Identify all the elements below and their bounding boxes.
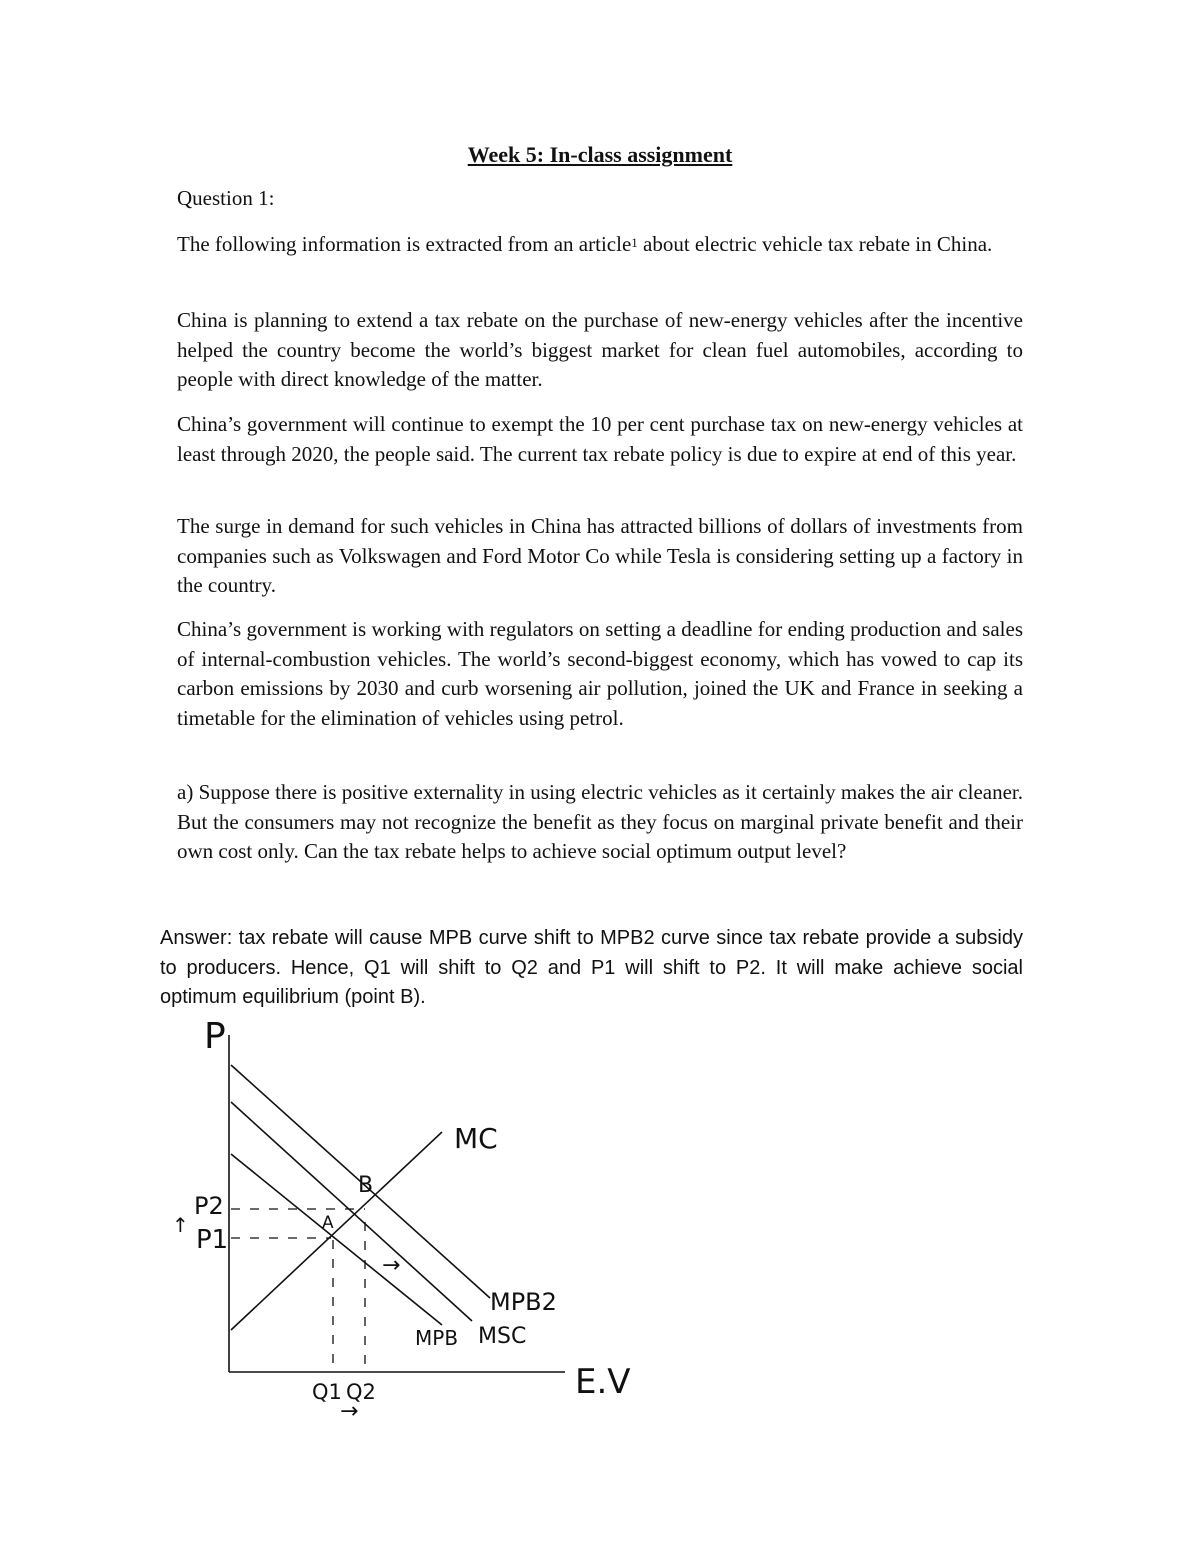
page-title: Week 5: In-class assignment xyxy=(467,142,733,167)
answer-text: Answer: tax rebate will cause MPB curve shift to MPB2 curve since tax rebate provide a subsidy to producers. Hence, Q1 will shift to Q2 and P1 will shift to P2. It will make achieve social optimum equilibrium (point B). xyxy=(160,927,1023,1008)
p1-label: P1 xyxy=(196,1225,229,1255)
intro-paragraph xyxy=(177,230,1023,260)
mpb-label: MPB xyxy=(415,1326,459,1350)
footnote-marker: 1 xyxy=(631,235,638,250)
mc-label: MC xyxy=(454,1122,498,1155)
question-a: a) Suppose there is positive externality in using electric vehicles as it certainly makes the air cleaner. But the consumers may not recognize the benefit as they focus on marginal private benefit and their own cost only. Can the tax rebate helps to achieve social optimum output level? xyxy=(177,780,1023,863)
externality-diagram xyxy=(160,1010,660,1430)
question-label: Question 1: xyxy=(177,186,275,210)
y-axis-label: P xyxy=(204,1016,226,1057)
mpb2-label: MPB2 xyxy=(490,1288,557,1316)
article-paragraph-3: The surge in demand for such vehicles in China has attracted billions of dollars of investments from companies such as Volkswagen and Ford Motor Co while Tesla is considering setting up a factory in the country. xyxy=(177,514,1023,597)
point-b-label: B xyxy=(358,1173,374,1198)
q2-label: Q2 xyxy=(346,1380,376,1404)
q1-label: Q1 xyxy=(312,1380,342,1404)
msc-label: MSC xyxy=(478,1324,527,1349)
article-paragraph-1: China is planning to extend a tax rebate on the purchase of new-energy vehicles after the incentive helped the country become the world’s biggest market for clean fuel automobiles, according to people with direct knowledge of the matter. xyxy=(177,308,1023,391)
point-a-label: A xyxy=(322,1213,334,1233)
p2-label: P2 xyxy=(194,1192,224,1220)
msc-curve xyxy=(231,1102,472,1321)
intro-text: The following information is extracted from an article xyxy=(177,232,632,256)
shift-right-arrow: → xyxy=(382,1253,401,1278)
price-up-arrow: ↑ xyxy=(172,1213,189,1237)
article-paragraph-4: China’s government is working with regulators on setting a deadline for ending production and sales of internal-combustion vehicles. The world’s second-biggest economy, which has vowed to cap its carbon emissions by 2030 and curb worsening air pollution, joined the UK and France in seeking a timetable for the elimination of vehicles using petrol. xyxy=(177,617,1023,730)
intro-text-rest: about electric vehicle tax rebate in China. xyxy=(637,232,993,256)
quantity-shift-arrow: → xyxy=(340,1399,359,1424)
x-axis-label: E.V xyxy=(575,1362,631,1402)
article-paragraph-2: China’s government will continue to exempt the 10 per cent purchase tax on new-energy vehicles at least through 2020, the people said. The current tax rebate policy is due to expire at end of this year. xyxy=(177,412,1023,466)
